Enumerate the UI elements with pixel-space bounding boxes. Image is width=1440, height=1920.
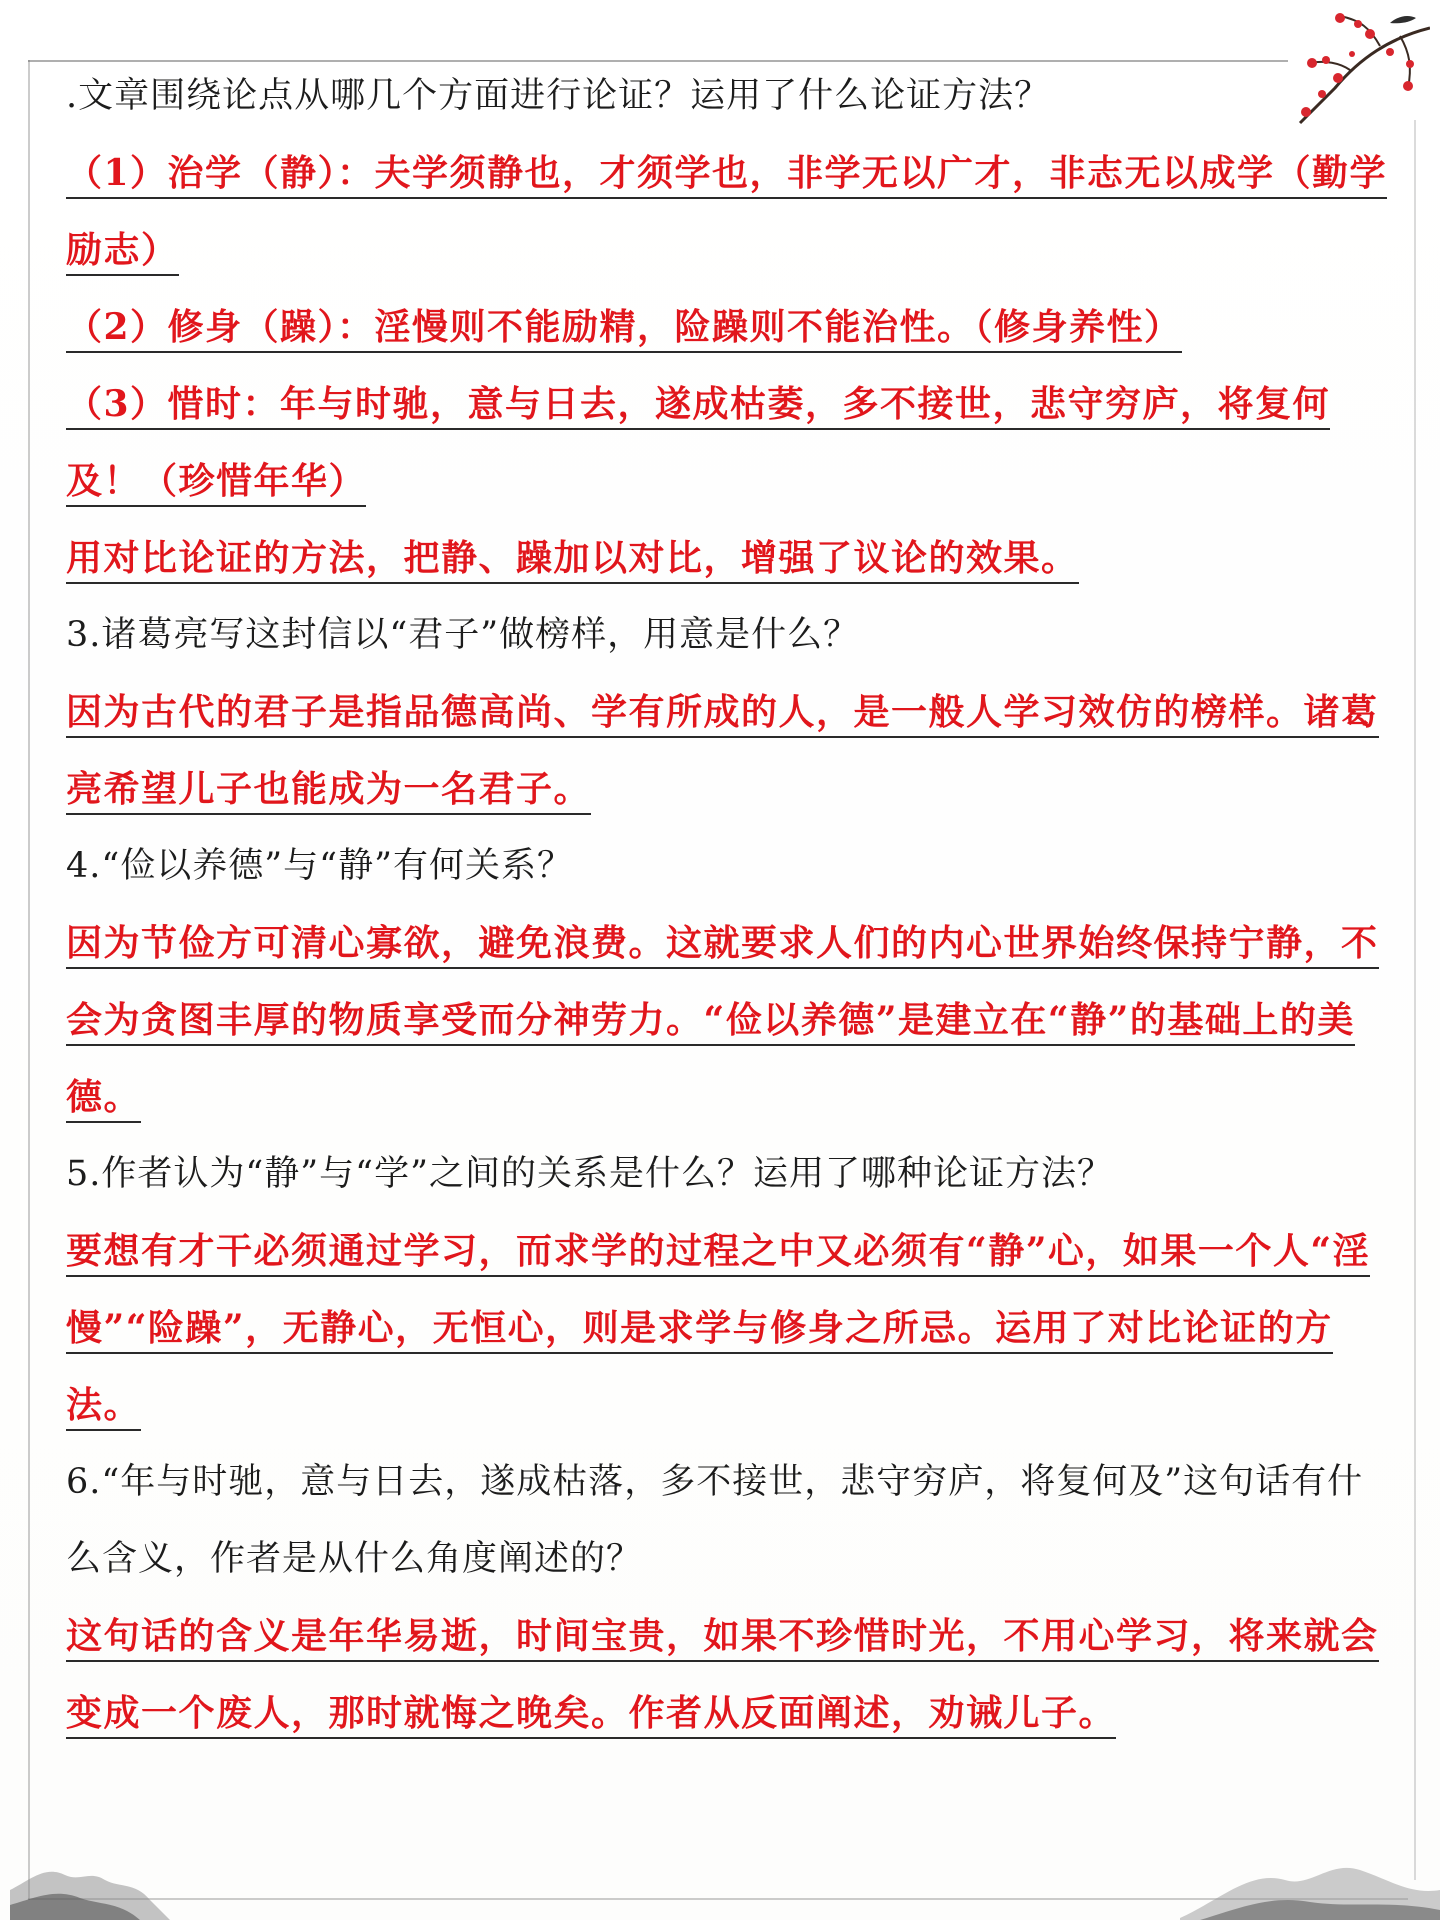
question-line: 4.“俭以养德”与“静”有何关系？ [66, 846, 573, 886]
answer-line [66, 1213, 1396, 1444]
mountain-decoration-left [10, 1770, 210, 1920]
question-line: .文章围绕论点从哪几个方面进行论证？运用了什么论证方法？ [66, 76, 1051, 116]
answer-text: 这句话的含义是年华易逝，时间宝贵，如果不珍惜时光，不用心学习，将来就会变成一个废人，那时就悔之晚矣。作者从反面阐述，劝诫儿子。 [66, 1615, 1379, 1739]
question-line: 3.诸葛亮写这封信以“君子”做榜样，用意是什么？ [66, 615, 860, 655]
answer-line [66, 520, 1396, 597]
answer-line [66, 674, 1396, 828]
mountain-decoration-right [1180, 1800, 1440, 1920]
answer-text: （3）惜时：年与时驰，意与日去，遂成枯萎，多不接世，悲守穷庐，将复何及！（珍惜年华） [66, 383, 1330, 507]
answer-line [66, 289, 1396, 366]
answer-text: （1）治学（静）：夫学须静也，才须学也，非学无以广才，非志无以成学（勤学励志） [66, 152, 1387, 276]
answer-text: 要想有才干必须通过学习，而求学的过程之中又必须有“静”心，如果一个人“淫慢”“险躁”，无静心，无恒心，则是求学与修身之所忌。运用了对比论证的方法。 [66, 1230, 1370, 1431]
answer-line [66, 905, 1396, 1136]
ink-border-left [28, 60, 30, 1900]
answer-line [66, 366, 1396, 520]
answer-text: （2）修身（躁）：淫慢则不能励精，险躁则不能治性。（修身养性） [66, 306, 1182, 353]
answer-text: 用对比论证的方法，把静、躁加以对比，增强了议论的效果。 [66, 537, 1079, 584]
answer-line [66, 135, 1396, 289]
question-line: 6.“年与时驰，意与日去，遂成枯落，多不接世，悲守穷庐，将复何及”这句话有什么含义，作者是从什么角度阐述的？ [66, 1462, 1364, 1579]
answer-line [66, 1598, 1396, 1752]
ink-border-right [1414, 120, 1416, 1880]
answer-text: 因为节俭方可清心寡欲，避免浪费。这就要求人们的内心世界始终保持宁静，不会为贪图丰厚的物质享受而分神劳力。“俭以养德”是建立在“静”的基础上的美德。 [66, 922, 1379, 1123]
qa-content [66, 58, 1396, 1752]
answer-text: 因为古代的君子是指品德高尚、学有所成的人，是一般人学习效仿的榜样。诸葛亮希望儿子也能成为一名君子。 [66, 691, 1379, 815]
question-line: 5.作者认为“静”与“学”之间的关系是什么？运用了哪种论证方法？ [66, 1154, 1113, 1194]
